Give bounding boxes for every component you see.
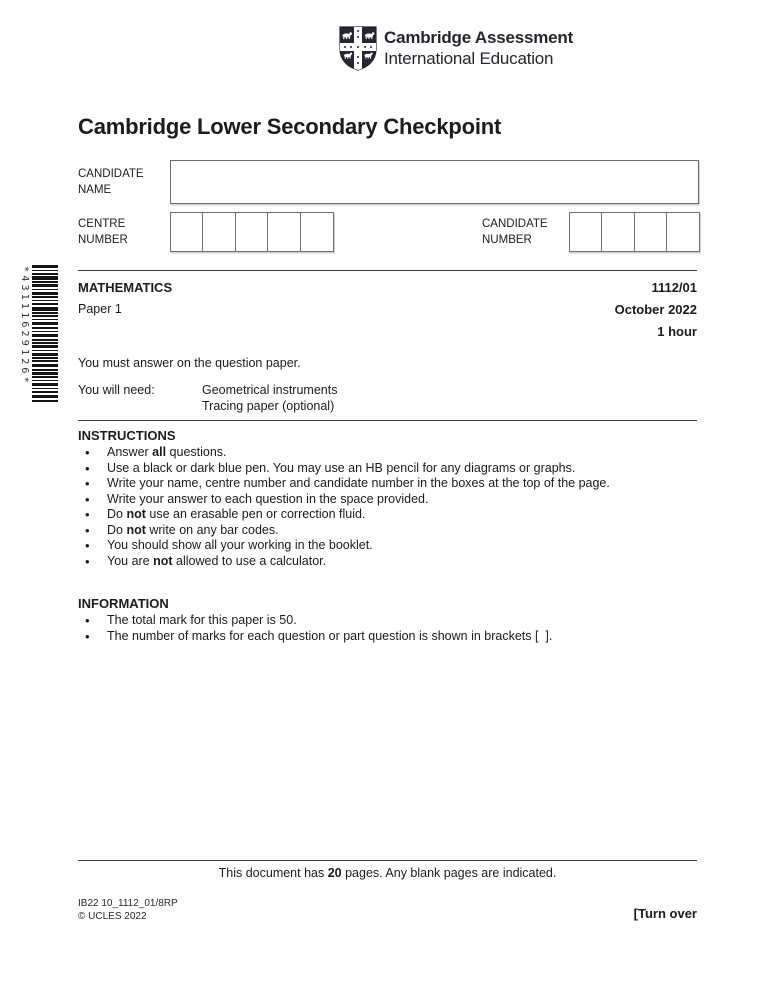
- cambridge-shield-icon: [339, 26, 377, 71]
- will-need-label: You will need:: [78, 383, 155, 397]
- list-item: • You should show all your working in the booklet.: [78, 538, 697, 554]
- list-item: • Do not use an erasable pen or correction fluid.: [78, 507, 697, 523]
- pages-note: This document has 20 pages. Any blank pages are indicated.: [218, 866, 557, 880]
- information-heading: INFORMATION: [78, 596, 169, 611]
- list-item: • Use a black or dark blue pen. You may use an HB pencil for any diagrams or graphs.: [78, 461, 697, 477]
- exam-session: October 2022: [614, 302, 697, 317]
- turn-over-note: [Turn over: [633, 906, 697, 921]
- instructions-heading: INSTRUCTIONS: [78, 428, 176, 443]
- number-cell[interactable]: [170, 212, 204, 252]
- list-item: • The number of marks for each question or part question is shown in brackets [ ].: [78, 629, 697, 645]
- logo-brand-line1: Cambridge Assessment: [384, 28, 574, 47]
- paper-code: 1112/01: [651, 280, 697, 295]
- centre-number-label: CENTRE NUMBER: [78, 218, 128, 246]
- number-cell[interactable]: [569, 212, 603, 252]
- number-cell[interactable]: [267, 212, 301, 252]
- list-item: • Write your name, centre number and candidate number in the boxes at the top of the page.: [78, 476, 697, 492]
- list-item: • Write your answer to each question in the space provided.: [78, 492, 697, 508]
- divider-bottom: [78, 860, 697, 861]
- list-item: • You are not allowed to use a calculator.: [78, 554, 697, 570]
- barcode-number: *43111629126*: [19, 266, 30, 386]
- subject-name: MATHEMATICS: [78, 280, 173, 295]
- centre-number-cells: [170, 212, 334, 252]
- answer-note: You must answer on the question paper.: [78, 356, 301, 370]
- logo-wordmark: [384, 27, 573, 69]
- list-item: • Answer all questions.: [78, 445, 697, 461]
- candidate-name-label: CANDIDATE NAME: [78, 168, 144, 196]
- candidate-number-label: CANDIDATE NUMBER: [482, 218, 548, 246]
- page-title: Cambridge Lower Secondary Checkpoint: [78, 114, 502, 139]
- divider-middle: [78, 420, 697, 421]
- number-cell[interactable]: [235, 212, 269, 252]
- will-need-list: [202, 383, 337, 414]
- candidate-number-cells: [569, 212, 700, 252]
- exam-duration: 1 hour: [657, 324, 697, 339]
- reference-code: IB22 10_1112_01/8RP: [78, 898, 178, 909]
- logo-brand-line2: International Education: [384, 49, 554, 68]
- number-cell[interactable]: [300, 212, 334, 252]
- paper-number: Paper 1: [78, 302, 122, 316]
- information-list: [78, 613, 697, 644]
- number-cell[interactable]: [666, 212, 700, 252]
- number-cell[interactable]: [202, 212, 236, 252]
- instructions-list: [78, 445, 697, 569]
- divider-top: [78, 270, 697, 271]
- barcode: [32, 265, 58, 403]
- will-need-item: Tracing paper (optional): [202, 398, 335, 413]
- copyright-line: © UCLES 2022: [78, 910, 147, 922]
- candidate-name-input[interactable]: [170, 160, 699, 204]
- number-cell[interactable]: [634, 212, 668, 252]
- list-item: • Do not write on any bar codes.: [78, 523, 697, 539]
- number-cell[interactable]: [601, 212, 635, 252]
- will-need-item: Geometrical instruments: [202, 383, 338, 397]
- list-item: • The total mark for this paper is 50.: [78, 613, 697, 629]
